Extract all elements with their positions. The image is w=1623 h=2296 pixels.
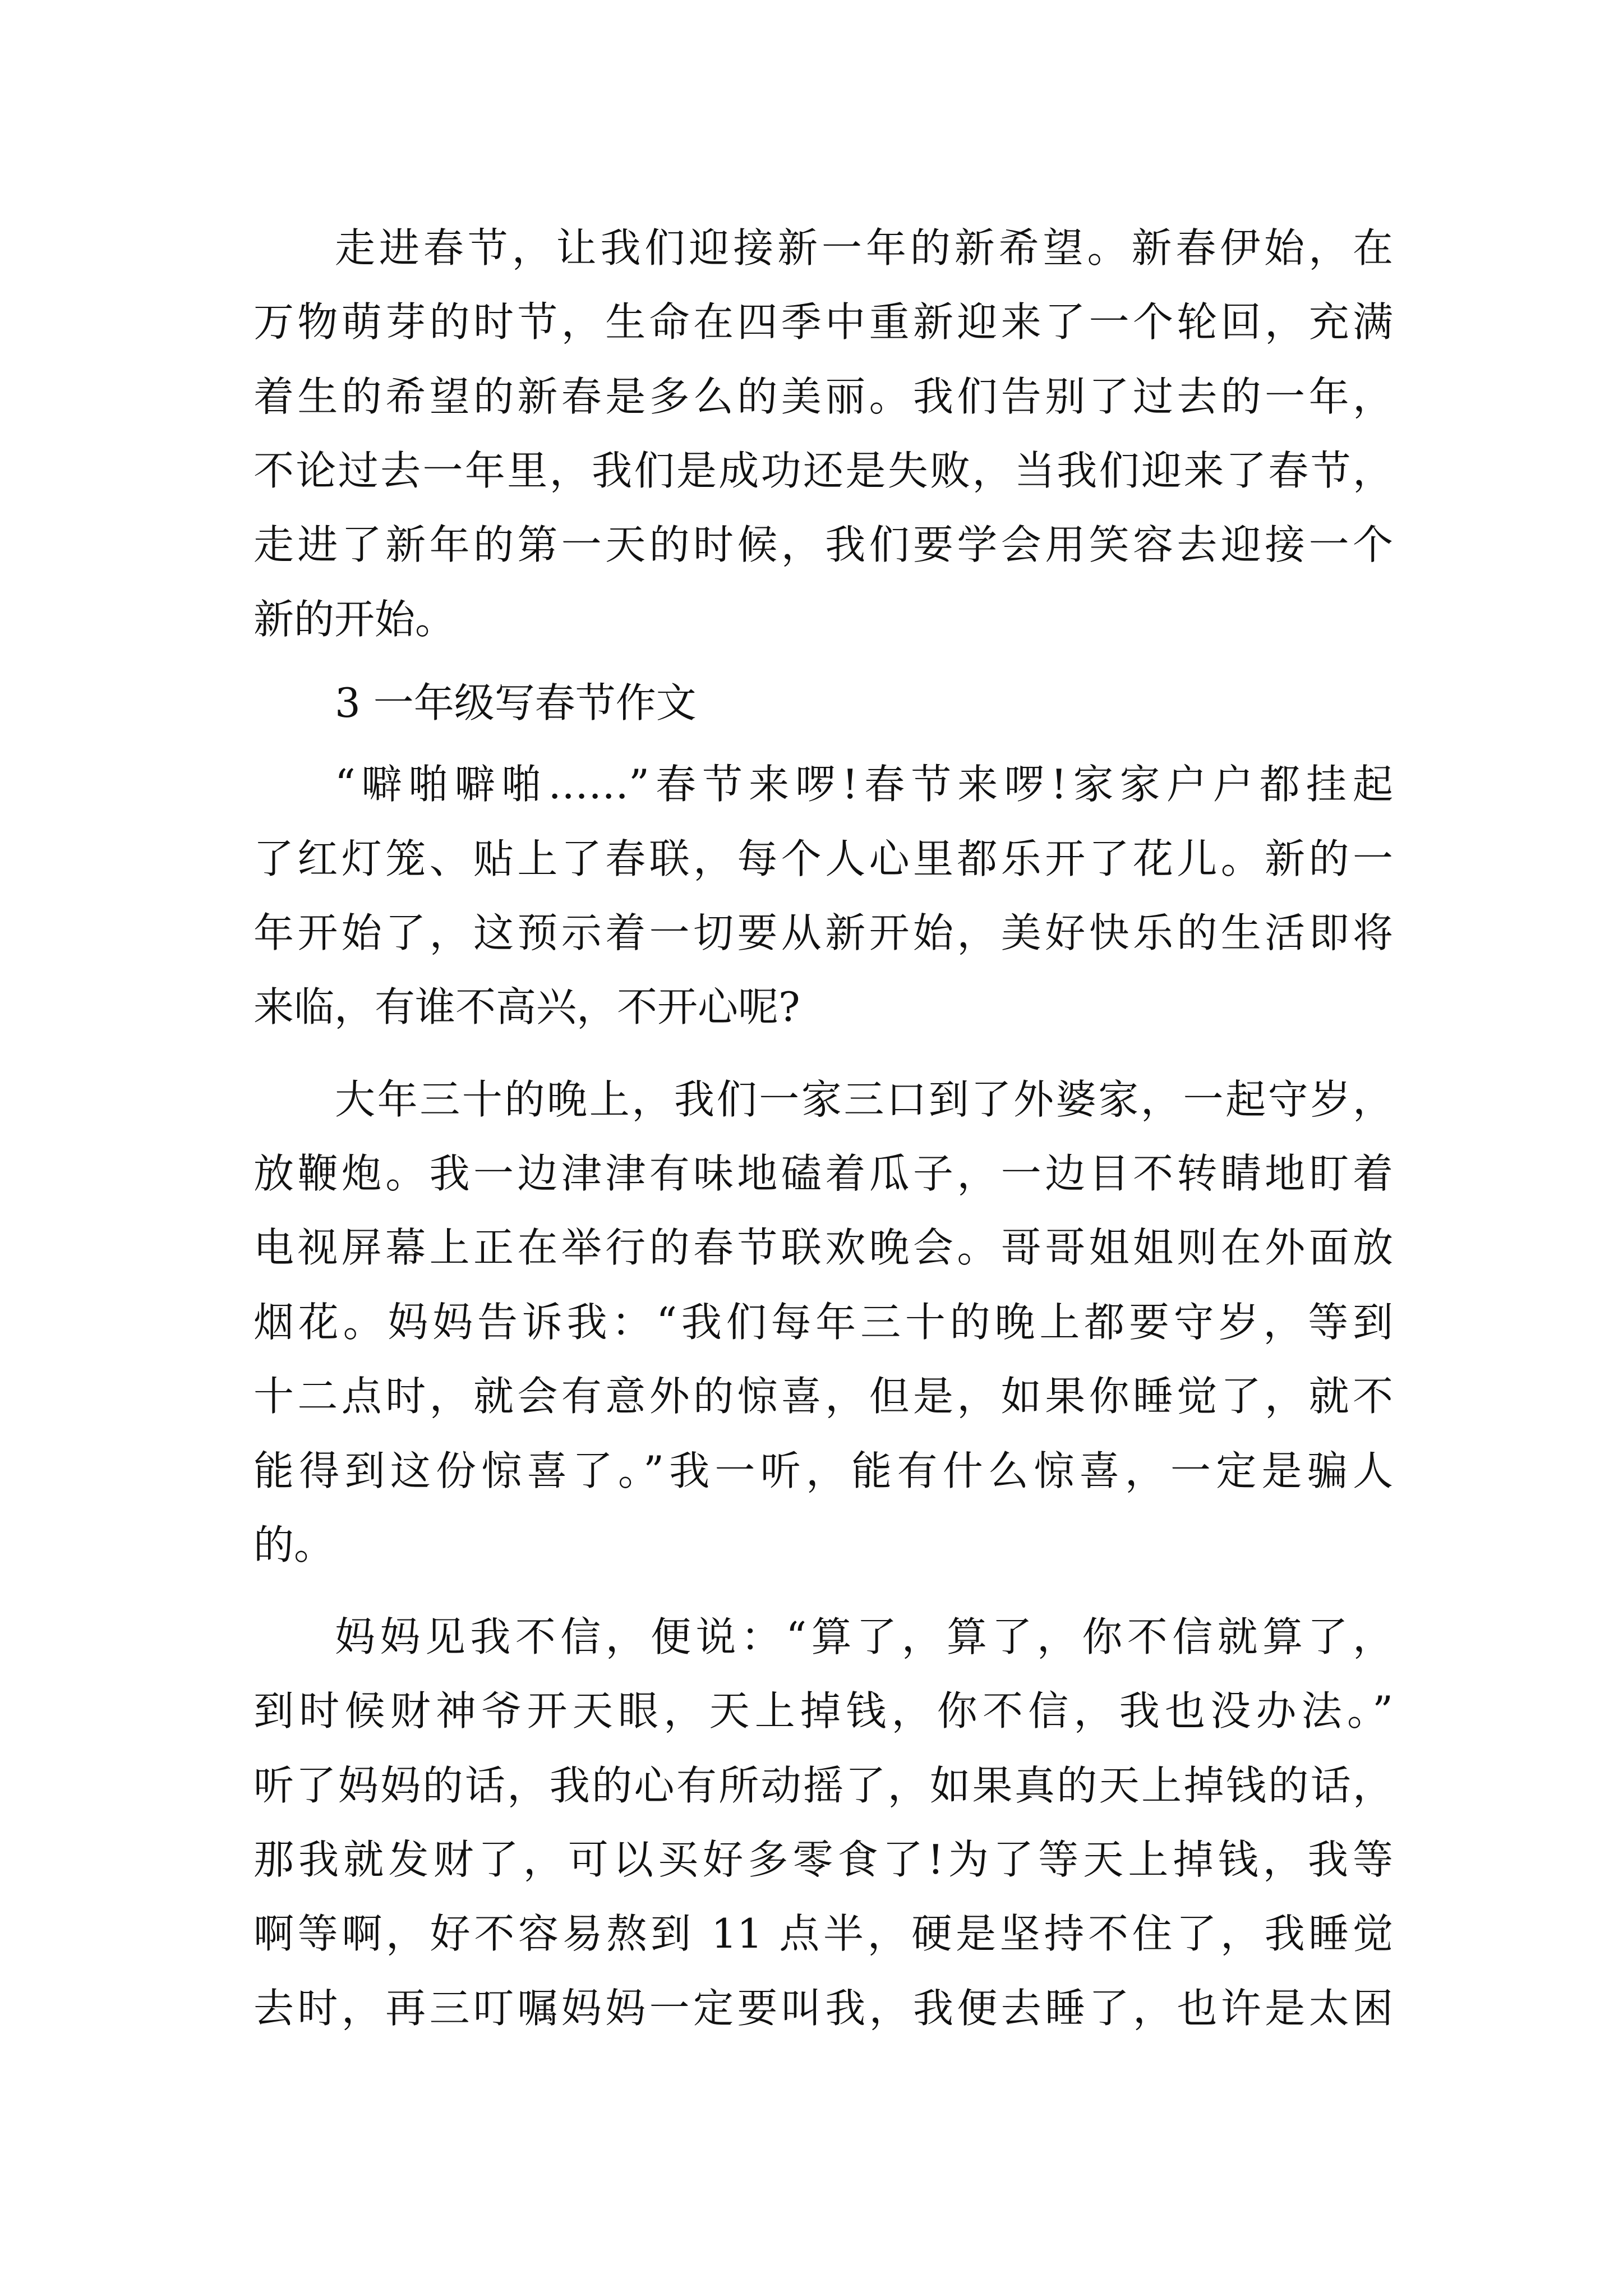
- paragraph-3-line-4: 烟花。妈妈告诉我：“我们每年三十的晚上都要守岁，等到: [253, 1299, 1393, 1346]
- paragraph-1-line-6: 新的开始。: [253, 596, 456, 643]
- paragraph-3-line-6: 能得到这份惊喜了。”我一听，能有什么惊喜，一定是骗人: [253, 1447, 1393, 1494]
- paragraph-2-line-4: 来临，有谁不高兴，不开心呢?: [253, 983, 800, 1030]
- paragraph-2-line-3: 年开始了，这预示着一切要从新开始，美好快乐的生活即将: [253, 909, 1393, 956]
- paragraph-1-line-1: 走进春节，让我们迎接新一年的新希望。新春伊始，在: [335, 224, 1393, 272]
- paragraph-4-line-1: 妈妈见我不信，便说：“算了，算了，你不信就算了，: [335, 1613, 1393, 1660]
- paragraph-4-line-3: 听了妈妈的话，我的心有所动摇了，如果真的天上掉钱的话，: [253, 1762, 1393, 1809]
- paragraph-3-line-1: 大年三十的晚上，我们一家三口到了外婆家，一起守岁，: [335, 1076, 1393, 1123]
- paragraph-4-line-4: 那我就发财了，可以买好多零食了!为了等天上掉钱，我等: [253, 1836, 1393, 1883]
- paragraph-2-line-2: 了红灯笼、贴上了春联，每个人心里都乐开了花儿。新的一: [253, 835, 1393, 882]
- paragraph-1-line-2: 万物萌芽的时节，生命在四季中重新迎来了一个轮回，充满: [253, 298, 1393, 346]
- paragraph-4-line-6: 去时，再三叮嘱妈妈一定要叫我，我便去睡了，也许是太困: [253, 1985, 1393, 2032]
- paragraph-4-line-5: 啊等啊，好不容易熬到 11 点半，硬是坚持不住了，我睡觉: [253, 1910, 1393, 1957]
- paragraph-1-line-5: 走进了新年的第一天的时候，我们要学会用笑容去迎接一个: [253, 521, 1393, 568]
- paragraph-3-line-3: 电视屏幕上正在举行的春节联欢晚会。哥哥姐姐则在外面放: [253, 1224, 1393, 1271]
- section-heading: 3 一年级写春节作文: [335, 679, 697, 726]
- paragraph-1-line-4: 不论过去一年里，我们是成功还是失败，当我们迎来了春节，: [253, 447, 1393, 494]
- paragraph-3-line-7: 的。: [253, 1521, 335, 1568]
- paragraph-1-line-3: 着生的希望的新春是多么的美丽。我们告别了过去的一年，: [253, 373, 1393, 420]
- paragraph-3-line-5: 十二点时，就会有意外的惊喜，但是，如果你睡觉了，就不: [253, 1373, 1393, 1420]
- paragraph-3-line-2: 放鞭炮。我一边津津有味地磕着瓜子，一边目不转睛地盯着: [253, 1150, 1393, 1197]
- paragraph-4-line-2: 到时候财神爷开天眼，天上掉钱，你不信，我也没办法。”: [253, 1687, 1393, 1734]
- paragraph-2-line-1: “噼啪噼啪……”春节来啰!春节来啰!家家户户都挂起: [335, 761, 1393, 808]
